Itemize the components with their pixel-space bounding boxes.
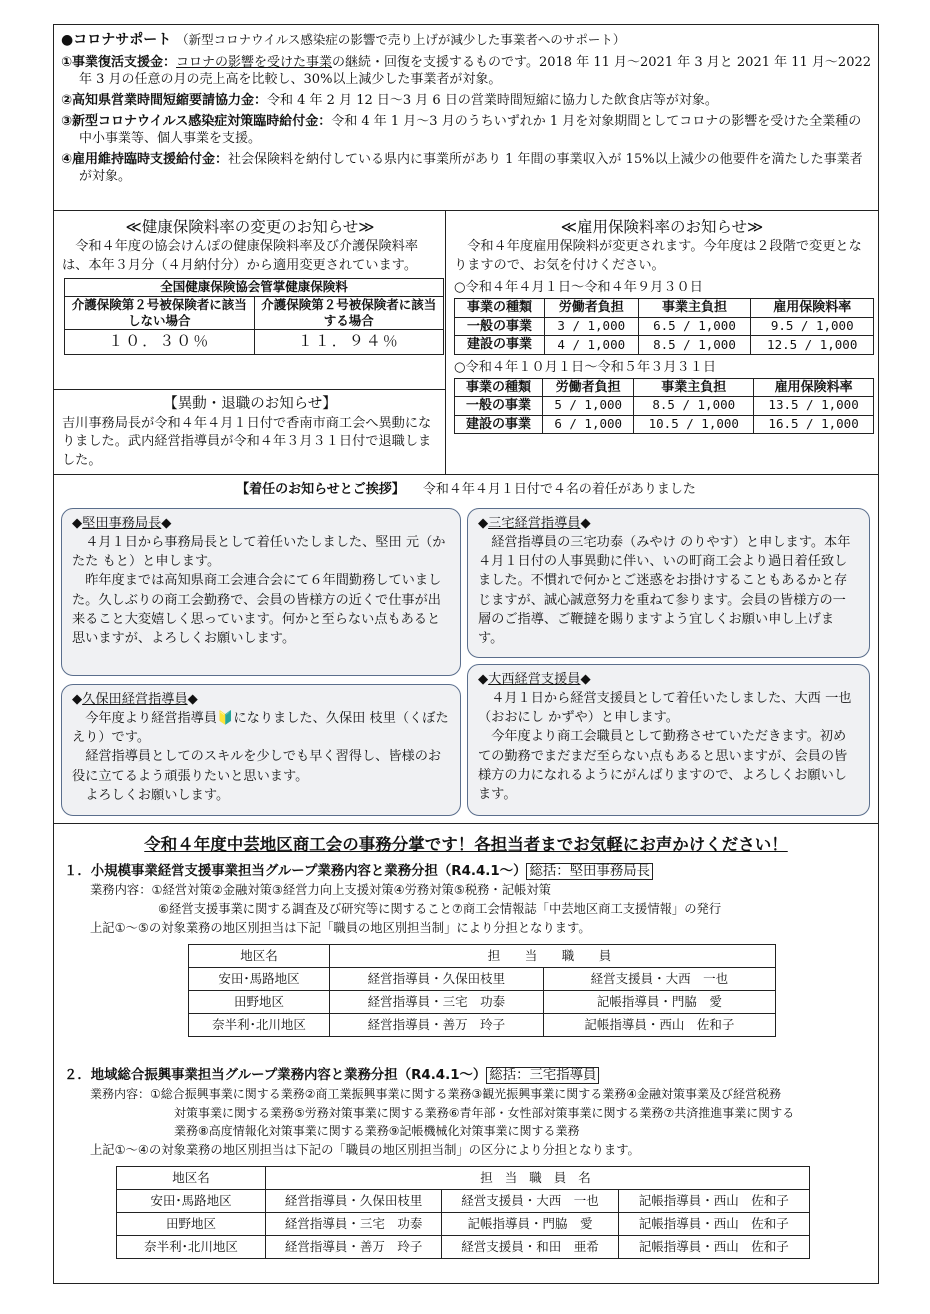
health-col-applicable: 介護保険第２号被保険者に該当する場合 xyxy=(254,296,444,330)
cell: 経営支援員・大西 一也 xyxy=(543,968,775,991)
corona-item-label: ④雇用維持臨時支援給付金： xyxy=(61,151,229,167)
cell: 10.5 / 1,000 xyxy=(634,415,754,434)
group-1-line: 業務内容：①経営対策②金融対策③経営力向上支援対策④労務対策⑤税務・記帳対策 xyxy=(90,883,551,898)
duties-title xyxy=(53,833,879,856)
th-employer: 事業主負担 xyxy=(634,378,754,397)
group-1-table xyxy=(188,944,776,1037)
card-paragraph: 経営指導員としてのスキルを少しでも早く習得し、皆様のお役に立てるよう頑張りたいと思います。 xyxy=(72,749,442,784)
card-title-text: 堅田事務局長 xyxy=(82,516,162,531)
cell: 田野地区 xyxy=(117,1212,266,1235)
cell: 4 / 1,000 xyxy=(545,336,639,355)
th-area: 地区名 xyxy=(189,945,330,968)
corona-item-2 xyxy=(61,92,871,110)
card-paragraph: 今年度より商工会職員として勤務させていただきます。初めての勤務でまだまだ至らない点もあると思いますが、会員の皆様方の力になれるようにがんばりますので、よろしくお願いします。 xyxy=(478,729,848,802)
cell: 奈半利･北川地区 xyxy=(117,1235,266,1258)
health-insurance-notice xyxy=(56,212,442,355)
cell: 6.5 / 1,000 xyxy=(638,317,751,336)
th-rate: 雇用保険料率 xyxy=(754,378,874,397)
group-2-boss: 総括：三宅指導員 xyxy=(486,1067,599,1084)
cell: 建設の事業 xyxy=(455,415,543,434)
transfer-notice xyxy=(56,392,442,471)
cell: 記帳指導員・門脇 愛 xyxy=(543,991,775,1014)
card-paragraph: よろしくお願いします。 xyxy=(85,787,230,803)
transfer-body: 吉川事務局長が令和４年４月１日付で香南市商工会へ異動になりました。武内経営指導員が令和４年３月３１日付で退職しました。 xyxy=(62,415,432,469)
employment-insurance-body: 令和４年度雇用保険料が変更されます。今年度は２段階で変更となりますので、お気を付けください。 xyxy=(454,239,862,273)
card-paragraph: ４月１日から経営支援員として着任いたしました、大西 一也（おおにし かずや）と申します。 xyxy=(478,691,852,726)
group-1-heading: １．小規模事業経営支援事業担当グループ業務内容と業務分担（R4.4.1～） xyxy=(64,864,527,879)
corona-item-label: ③新型コロナウイルス感染症対策臨時給付金： xyxy=(61,113,332,129)
cell: 12.5 / 1,000 xyxy=(751,336,874,355)
corona-item-text: 令和 4 年 1 月～3 月のうちいずれか 1 月を対象期間としてコロナの影響を受けた全業種の中小事業等、個人事業を支援。 xyxy=(79,113,862,147)
th-worker: 労働者負担 xyxy=(545,299,639,318)
corona-item-text: 令和 4 年 2 月 12 日～3 月 6 日の営業時間短縮に協力した飲食店等が対象。 xyxy=(267,92,718,108)
cell: 記帳指導員・西山 佐和子 xyxy=(543,1014,775,1037)
card-paragraph: 今年度より経営指導員🔰になりました、久保田 枝里（くぼた えり）です。 xyxy=(72,711,449,746)
health-rate-2: １１．９４％ xyxy=(254,330,444,355)
th-type: 事業の種類 xyxy=(455,378,543,397)
group-2-line: 業務内容：①総合振興事業に関する業務②商工業振興事業に関する業務③観光振興事業に関する業務④金融対策事業及び経営税務 xyxy=(90,1087,782,1102)
corona-subtitle: （新型コロナウイルス感染症の影響で売り上げが減少した事業者へのサポート） xyxy=(176,32,626,47)
th-rate: 雇用保険料率 xyxy=(751,299,874,318)
corona-item-3 xyxy=(61,113,871,148)
cell: 経営指導員・三宅 功泰 xyxy=(266,1212,442,1235)
health-insurance-table xyxy=(64,278,444,354)
group-2-table xyxy=(116,1166,810,1259)
cell: 記帳指導員・門脇 愛 xyxy=(442,1212,618,1235)
group-2-line: 上記①～④の対象業務の地区別担当は下記の「職員の地区別担当制」の区分により分担となります。 xyxy=(90,1142,640,1157)
card-katata xyxy=(61,508,461,676)
th-employer: 事業主負担 xyxy=(638,299,751,318)
cell: 記帳指導員・西山 佐和子 xyxy=(618,1189,809,1212)
cell: 経営指導員・三宅 功泰 xyxy=(330,991,544,1014)
cell: 経営指導員・久保田枝里 xyxy=(266,1189,442,1212)
group-1 xyxy=(64,862,876,1037)
greet-divider xyxy=(53,474,879,475)
transfer-title: 【異動・退職のお知らせ】 xyxy=(163,396,337,412)
table-row xyxy=(189,991,776,1014)
cell: 安田･馬路地区 xyxy=(189,968,330,991)
corona-item-label: ②高知県営業時間短縮要請協力金： xyxy=(61,92,268,108)
employment-insurance-notice xyxy=(448,212,876,434)
group-1-boss: 総括：堅田事務局長 xyxy=(526,863,653,880)
cell: 一般の事業 xyxy=(455,317,545,336)
card-title-text: 三宅経営指導員 xyxy=(488,516,581,531)
left-divider xyxy=(53,389,445,390)
cell: 16.5 / 1,000 xyxy=(754,415,874,434)
employment-table-1 xyxy=(454,298,874,355)
card-title: ◆久保田経営指導員◆ xyxy=(72,692,198,707)
corona-title: ●コロナサポート xyxy=(61,32,172,48)
group-1-line: ⑥経営支援事業に関する調査及び研究等に関すること⑦商工会情報誌「中芸地区商工支援情報」の発行 xyxy=(158,902,722,917)
table-row xyxy=(455,317,874,336)
corona-heading xyxy=(61,31,871,51)
corona-item-underlined: コロナの影響を受けた事業 xyxy=(176,54,333,70)
column-divider xyxy=(445,211,446,474)
cell: 経営支援員・大西 一也 xyxy=(442,1189,618,1212)
card-title-text: 大西経営支援員 xyxy=(488,672,581,687)
cell: 経営指導員・善万 玲子 xyxy=(330,1014,544,1037)
cell: 5 / 1,000 xyxy=(542,397,633,416)
employment-insurance-title: ≪雇用保険料率のお知らせ≫ xyxy=(560,218,764,236)
table-row xyxy=(455,415,874,434)
table-row xyxy=(189,968,776,991)
cell: 経営支援員・和田 亜希 xyxy=(442,1235,618,1258)
period-2: ○令和４年１０月１日～令和５年３月３１日 xyxy=(454,359,717,375)
table-row xyxy=(455,397,874,416)
greet-heading xyxy=(56,481,876,499)
group-2-line: 業務⑧高度情報化対策事業に関する業務⑨記帳機械化対策事業に関する業務 xyxy=(174,1124,580,1139)
cell: 9.5 / 1,000 xyxy=(751,317,874,336)
card-onishi xyxy=(467,664,870,816)
greet-subtitle: 令和４年４月１日付で４名の着任がありました xyxy=(422,482,696,497)
cell: 記帳指導員・西山 佐和子 xyxy=(618,1212,809,1235)
cell: 奈半利･北川地区 xyxy=(189,1014,330,1037)
table-row xyxy=(117,1235,810,1258)
corona-item-text: 社会保険料を納付している県内に事業所があり 1 年間の事業収入が 15%以上減少の他要件を満たした事業者が対象。 xyxy=(79,151,863,185)
th-worker: 労働者負担 xyxy=(542,378,633,397)
health-insurance-body: 令和４年度の協会けんぽの健康保険料率及び介護保険料率は、本年３月分（４月納付分）から適用変更されています。 xyxy=(62,239,419,273)
card-paragraph: ４月１日から事務局長として着任いたしました、堅田 元（かたた もと）と申します。 xyxy=(72,535,446,570)
th-staff: 担 当 職 員 名 xyxy=(266,1166,810,1189)
corona-item-4 xyxy=(61,151,871,186)
card-title: ◆大西経営支援員◆ xyxy=(478,672,591,687)
corona-item-label: ①事業復活支援金： xyxy=(61,54,177,70)
cell: 8.5 / 1,000 xyxy=(634,397,754,416)
corona-item-text: の継続・回復を支援するものです。2018 年 11 月～2021 年 3 月と 2021 年 11 月～2022 年 3 月の任意の月の売上高を比較し、30%以上減少した事業者が対象。 xyxy=(79,54,872,88)
cell: 8.5 / 1,000 xyxy=(638,336,751,355)
group-1-line: 上記①～⑤の対象業務の地区別担当は下記「職員の地区別担当制」により分担となります。 xyxy=(90,921,591,936)
card-miyake xyxy=(467,508,870,658)
table-row xyxy=(117,1189,810,1212)
health-col-not-applicable: 介護保険第２号被保険者に該当しない場合 xyxy=(65,296,255,330)
employment-table-2 xyxy=(454,378,874,435)
corona-item-1 xyxy=(61,54,871,89)
cell: 田野地区 xyxy=(189,991,330,1014)
table-row xyxy=(189,1014,776,1037)
card-title: ◆堅田事務局長◆ xyxy=(72,516,172,531)
greet-title: 【着任のお知らせとご挨拶】 xyxy=(236,482,405,497)
cell: 3 / 1,000 xyxy=(545,317,639,336)
card-paragraph: 経営指導員の三宅功泰（みやけ のりやす）と申します。本年４月１日付の人事異動に伴い、いの町商工会より過日着任致しました。不慣れで何かとご迷惑をお掛けすることもあるかと存じますが、誠心誠意努力を重ねて参ります。会員の皆様方の一層のご指導、ご鞭撻を賜りますよう宜しくお願い申し上げます。 xyxy=(478,535,851,646)
cell: 記帳指導員・西山 佐和子 xyxy=(618,1235,809,1258)
period-1: ○令和４年４月１日～令和４年９月３０日 xyxy=(454,280,703,296)
corona-support-section xyxy=(53,24,879,211)
duties-title-text: 令和４年度中芸地区商工会の事務分掌です！各担当者までお気軽にお声かけください！ xyxy=(144,835,788,854)
group-2 xyxy=(64,1066,876,1259)
card-title-text: 久保田経営指導員 xyxy=(82,692,188,707)
th-area: 地区名 xyxy=(117,1166,266,1189)
th-type: 事業の種類 xyxy=(455,299,545,318)
card-kubota xyxy=(61,684,461,816)
cell: 13.5 / 1,000 xyxy=(754,397,874,416)
health-insurance-title: ≪健康保険料率の変更のお知らせ≫ xyxy=(125,218,375,236)
health-rate-1: １０．３０％ xyxy=(65,330,255,355)
duties-divider xyxy=(53,823,879,824)
card-title: ◆三宅経営指導員◆ xyxy=(478,516,591,531)
cell: 経営指導員・久保田枝里 xyxy=(330,968,544,991)
cell: 安田･馬路地区 xyxy=(117,1189,266,1212)
group-2-heading: ２．地域総合振興事業担当グループ業務内容と業務分担（R4.4.1～） xyxy=(64,1068,487,1083)
cell: 一般の事業 xyxy=(455,397,543,416)
th-staff: 担 当 職 員 xyxy=(330,945,776,968)
group-2-line: 対策事業に関する業務⑤労務対策事業に関する業務⑥青年部・女性部対策事業に関する業務⑦共済推進事業に関する xyxy=(174,1105,795,1120)
cell: 建設の事業 xyxy=(455,336,545,355)
cell: 経営指導員・善万 玲子 xyxy=(266,1235,442,1258)
health-table-title: 全国健康保険協会管掌健康保険料 xyxy=(65,279,444,296)
cell: 6 / 1,000 xyxy=(542,415,633,434)
table-row xyxy=(117,1212,810,1235)
table-row xyxy=(455,336,874,355)
card-paragraph: 昨年度までは高知県商工会連合会にて６年間勤務していました。久しぶりの商工会勤務で、会員の皆様方の近くで仕事が出来ること大変嬉しく思っています。何かと至らない点もあると思いますが、よろしくお願いします。 xyxy=(72,573,442,646)
